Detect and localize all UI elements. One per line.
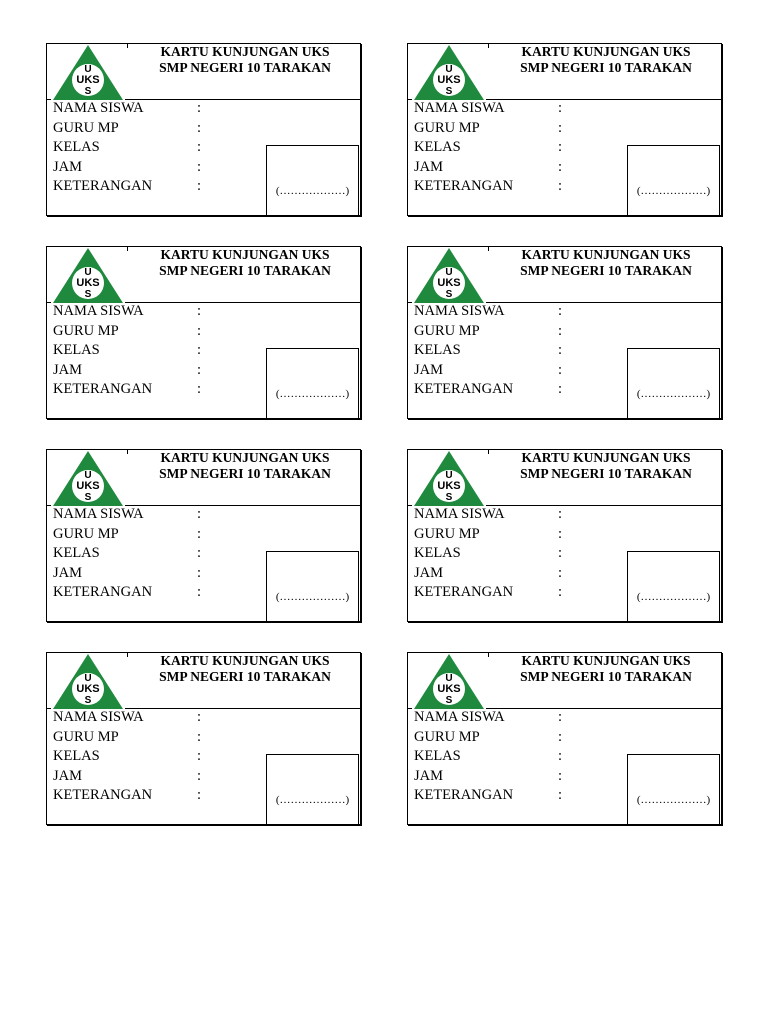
uks-logo-icon	[51, 44, 125, 100]
logo-text: UKS	[76, 683, 100, 695]
card-fields	[414, 505, 634, 603]
field-colon: :	[197, 342, 202, 358]
card-header	[408, 653, 721, 709]
card-header	[408, 247, 721, 303]
uks-logo-icon	[412, 450, 486, 506]
field-label: JAM	[53, 361, 83, 378]
field-row[interactable]	[414, 583, 634, 603]
field-colon: :	[558, 381, 563, 397]
field-row[interactable]	[414, 138, 634, 158]
card-title-line1: KARTU KUNJUNGAN UKS	[521, 247, 691, 262]
field-colon: :	[558, 564, 563, 581]
field-colon: :	[558, 178, 563, 194]
card-fields	[414, 302, 634, 400]
card-title	[494, 247, 718, 278]
field-colon: :	[558, 119, 563, 136]
card-title	[133, 247, 357, 278]
field-row[interactable]	[53, 380, 273, 400]
field-label: KELAS	[53, 545, 100, 561]
logo-text: U	[84, 470, 92, 481]
field-row[interactable]	[53, 302, 273, 322]
field-row[interactable]	[414, 302, 634, 322]
logo-text: U	[445, 673, 453, 684]
card-header	[408, 450, 721, 506]
card-header	[47, 44, 360, 100]
field-label: NAMA SISWA	[414, 506, 505, 522]
card-title	[133, 44, 357, 75]
card-title-line2: SMP NEGERI 10 TARAKAN	[159, 262, 331, 278]
field-label: GURU MP	[414, 119, 480, 136]
card-title-line2: SMP NEGERI 10 TARAKAN	[520, 668, 692, 684]
visit-card-2	[407, 43, 722, 216]
field-label: GURU MP	[53, 525, 119, 542]
logo-text: S	[445, 86, 453, 97]
header-divider	[488, 450, 489, 454]
field-label: KETERANGAN	[53, 381, 153, 397]
field-row[interactable]	[414, 119, 634, 139]
visit-card-8	[407, 652, 722, 825]
field-colon: :	[197, 158, 202, 175]
card-title-line2: SMP NEGERI 10 TARAKAN	[159, 465, 331, 481]
signature-placeholder: (………………)	[636, 185, 711, 197]
field-row[interactable]	[414, 341, 634, 361]
card-fields	[414, 708, 634, 806]
field-label: NAMA SISWA	[414, 100, 505, 116]
card-title	[494, 44, 718, 75]
signature-placeholder: (………………)	[636, 591, 711, 603]
field-row[interactable]	[414, 786, 634, 806]
field-label: JAM	[53, 767, 83, 784]
header-divider	[488, 653, 489, 657]
logo-text: UKS	[437, 74, 461, 86]
card-title-line2: SMP NEGERI 10 TARAKAN	[159, 59, 331, 75]
logo-text: UKS	[437, 277, 461, 289]
field-label: NAMA SISWA	[53, 100, 144, 116]
field-colon: :	[197, 767, 202, 784]
field-colon: :	[197, 545, 202, 561]
field-colon: :	[558, 748, 563, 764]
field-colon: :	[197, 100, 202, 116]
card-fields	[53, 505, 273, 603]
logo-text: UKS	[76, 480, 100, 492]
field-label: NAMA SISWA	[53, 303, 144, 319]
logo-text: S	[84, 86, 92, 97]
field-colon: :	[197, 709, 202, 725]
field-colon: :	[558, 728, 563, 745]
field-colon: :	[197, 748, 202, 764]
visit-card-1	[46, 43, 361, 216]
signature-placeholder: (………………)	[275, 591, 350, 603]
logo-text: UKS	[76, 74, 100, 86]
field-label: JAM	[414, 564, 444, 581]
field-row[interactable]	[53, 138, 273, 158]
header-divider	[127, 247, 128, 251]
field-row[interactable]	[53, 158, 273, 178]
field-label: KELAS	[414, 139, 461, 155]
field-row[interactable]	[414, 99, 634, 119]
uks-logo-icon	[412, 44, 486, 100]
logo-text: S	[84, 695, 92, 706]
card-title-line1: KARTU KUNJUNGAN UKS	[521, 44, 691, 59]
field-row[interactable]	[414, 322, 634, 342]
field-colon: :	[558, 361, 563, 378]
logo-text: S	[84, 492, 92, 503]
field-row[interactable]	[53, 583, 273, 603]
field-colon: :	[558, 709, 563, 725]
field-colon: :	[197, 381, 202, 397]
field-label: KELAS	[414, 342, 461, 358]
field-label: KETERANGAN	[414, 178, 514, 194]
field-label: KETERANGAN	[53, 178, 153, 194]
card-title-line1: KARTU KUNJUNGAN UKS	[160, 653, 330, 668]
field-label: KETERANGAN	[53, 584, 153, 600]
card-title-line2: SMP NEGERI 10 TARAKAN	[159, 668, 331, 684]
field-row[interactable]	[414, 361, 634, 381]
card-title-line1: KARTU KUNJUNGAN UKS	[521, 653, 691, 668]
field-colon: :	[197, 728, 202, 745]
field-label: KETERANGAN	[53, 787, 153, 803]
logo-text: U	[84, 267, 92, 278]
signature-box[interactable]	[627, 754, 720, 825]
signature-box[interactable]	[266, 348, 359, 419]
field-colon: :	[197, 564, 202, 581]
field-label: KELAS	[53, 748, 100, 764]
field-colon: :	[558, 100, 563, 116]
field-label: JAM	[414, 767, 444, 784]
visit-card-3	[46, 246, 361, 419]
uks-logo-icon	[51, 450, 125, 506]
field-colon: :	[197, 506, 202, 522]
field-row[interactable]	[414, 380, 634, 400]
card-title-line1: KARTU KUNJUNGAN UKS	[160, 44, 330, 59]
field-colon: :	[197, 322, 202, 339]
field-row[interactable]	[414, 767, 634, 787]
card-title	[133, 450, 357, 481]
field-colon: :	[558, 322, 563, 339]
header-divider	[127, 653, 128, 657]
field-label: JAM	[414, 158, 444, 175]
signature-box[interactable]	[266, 551, 359, 622]
field-label: KELAS	[53, 342, 100, 358]
field-colon: :	[558, 303, 563, 319]
field-colon: :	[197, 139, 202, 155]
card-fields	[53, 99, 273, 197]
field-row[interactable]	[414, 525, 634, 545]
card-header	[408, 44, 721, 100]
field-colon: :	[197, 303, 202, 319]
field-colon: :	[558, 767, 563, 784]
signature-box[interactable]	[627, 348, 720, 419]
field-colon: :	[197, 178, 202, 194]
field-row[interactable]	[414, 544, 634, 564]
field-label: GURU MP	[414, 525, 480, 542]
field-row[interactable]	[53, 341, 273, 361]
field-row[interactable]	[53, 361, 273, 381]
field-label: KETERANGAN	[414, 787, 514, 803]
card-title-line2: SMP NEGERI 10 TARAKAN	[520, 465, 692, 481]
uks-logo-icon	[412, 247, 486, 303]
card-fields	[53, 708, 273, 806]
logo-text: U	[445, 64, 453, 75]
field-label: KELAS	[414, 545, 461, 561]
field-row[interactable]	[53, 99, 273, 119]
field-row[interactable]	[414, 564, 634, 584]
card-title-line1: KARTU KUNJUNGAN UKS	[160, 247, 330, 262]
field-row[interactable]	[53, 177, 273, 197]
field-row[interactable]	[53, 728, 273, 748]
logo-text: S	[445, 289, 453, 300]
signature-box[interactable]	[627, 145, 720, 216]
field-row[interactable]	[53, 767, 273, 787]
logo-text: S	[445, 695, 453, 706]
field-label: JAM	[53, 564, 83, 581]
signature-placeholder: (………………)	[275, 388, 350, 400]
field-colon: :	[558, 787, 563, 803]
field-colon: :	[197, 787, 202, 803]
field-colon: :	[558, 342, 563, 358]
field-label: NAMA SISWA	[53, 709, 144, 725]
header-divider	[127, 44, 128, 48]
field-label: GURU MP	[53, 322, 119, 339]
card-title	[494, 653, 718, 684]
card-title-line1: KARTU KUNJUNGAN UKS	[521, 450, 691, 465]
visit-card-5	[46, 449, 361, 622]
field-colon: :	[197, 584, 202, 600]
signature-placeholder: (………………)	[636, 388, 711, 400]
card-title	[133, 653, 357, 684]
field-label: NAMA SISWA	[53, 506, 144, 522]
logo-text: U	[84, 673, 92, 684]
card-header	[47, 247, 360, 303]
field-label: JAM	[414, 361, 444, 378]
field-colon: :	[197, 525, 202, 542]
field-row[interactable]	[53, 747, 273, 767]
header-divider	[488, 44, 489, 48]
field-colon: :	[558, 139, 563, 155]
field-row[interactable]	[414, 708, 634, 728]
visit-card-6	[407, 449, 722, 622]
visit-card-7	[46, 652, 361, 825]
card-header	[47, 450, 360, 506]
logo-text: U	[445, 470, 453, 481]
signature-box[interactable]	[627, 551, 720, 622]
logo-text: U	[84, 64, 92, 75]
signature-box[interactable]	[266, 754, 359, 825]
card-title-line2: SMP NEGERI 10 TARAKAN	[520, 262, 692, 278]
header-divider	[127, 450, 128, 454]
logo-text: UKS	[76, 277, 100, 289]
field-row[interactable]	[414, 728, 634, 748]
card-title	[494, 450, 718, 481]
logo-text: U	[445, 267, 453, 278]
field-colon: :	[197, 119, 202, 136]
field-row[interactable]	[414, 158, 634, 178]
field-label: NAMA SISWA	[414, 303, 505, 319]
field-row[interactable]	[414, 177, 634, 197]
visit-card-4	[407, 246, 722, 419]
uks-logo-icon	[51, 247, 125, 303]
field-label: GURU MP	[53, 728, 119, 745]
field-row[interactable]	[414, 747, 634, 767]
signature-box[interactable]	[266, 145, 359, 216]
header-divider	[488, 247, 489, 251]
field-row[interactable]	[53, 564, 273, 584]
field-colon: :	[558, 584, 563, 600]
field-label: JAM	[53, 158, 83, 175]
signature-placeholder: (………………)	[636, 794, 711, 806]
field-row[interactable]	[53, 505, 273, 525]
field-label: KELAS	[414, 748, 461, 764]
signature-placeholder: (………………)	[275, 794, 350, 806]
card-title-line2: SMP NEGERI 10 TARAKAN	[520, 59, 692, 75]
field-row[interactable]	[53, 525, 273, 545]
uks-logo-icon	[51, 653, 125, 709]
field-label: KETERANGAN	[414, 381, 514, 397]
field-label: GURU MP	[414, 728, 480, 745]
field-label: NAMA SISWA	[414, 709, 505, 725]
field-row[interactable]	[53, 786, 273, 806]
field-label: KETERANGAN	[414, 584, 514, 600]
field-colon: :	[558, 545, 563, 561]
logo-text: S	[445, 492, 453, 503]
signature-placeholder: (………………)	[275, 185, 350, 197]
card-fields	[414, 99, 634, 197]
field-label: KELAS	[53, 139, 100, 155]
field-label: GURU MP	[53, 119, 119, 136]
field-colon: :	[197, 361, 202, 378]
field-colon: :	[558, 158, 563, 175]
field-row[interactable]	[53, 322, 273, 342]
card-fields	[53, 302, 273, 400]
logo-text: UKS	[437, 480, 461, 492]
uks-logo-icon	[412, 653, 486, 709]
field-colon: :	[558, 525, 563, 542]
field-label: GURU MP	[414, 322, 480, 339]
logo-text: UKS	[437, 683, 461, 695]
field-row[interactable]	[53, 544, 273, 564]
field-colon: :	[558, 506, 563, 522]
logo-text: S	[84, 289, 92, 300]
field-row[interactable]	[53, 708, 273, 728]
field-row[interactable]	[53, 119, 273, 139]
field-row[interactable]	[414, 505, 634, 525]
card-title-line1: KARTU KUNJUNGAN UKS	[160, 450, 330, 465]
card-header	[47, 653, 360, 709]
